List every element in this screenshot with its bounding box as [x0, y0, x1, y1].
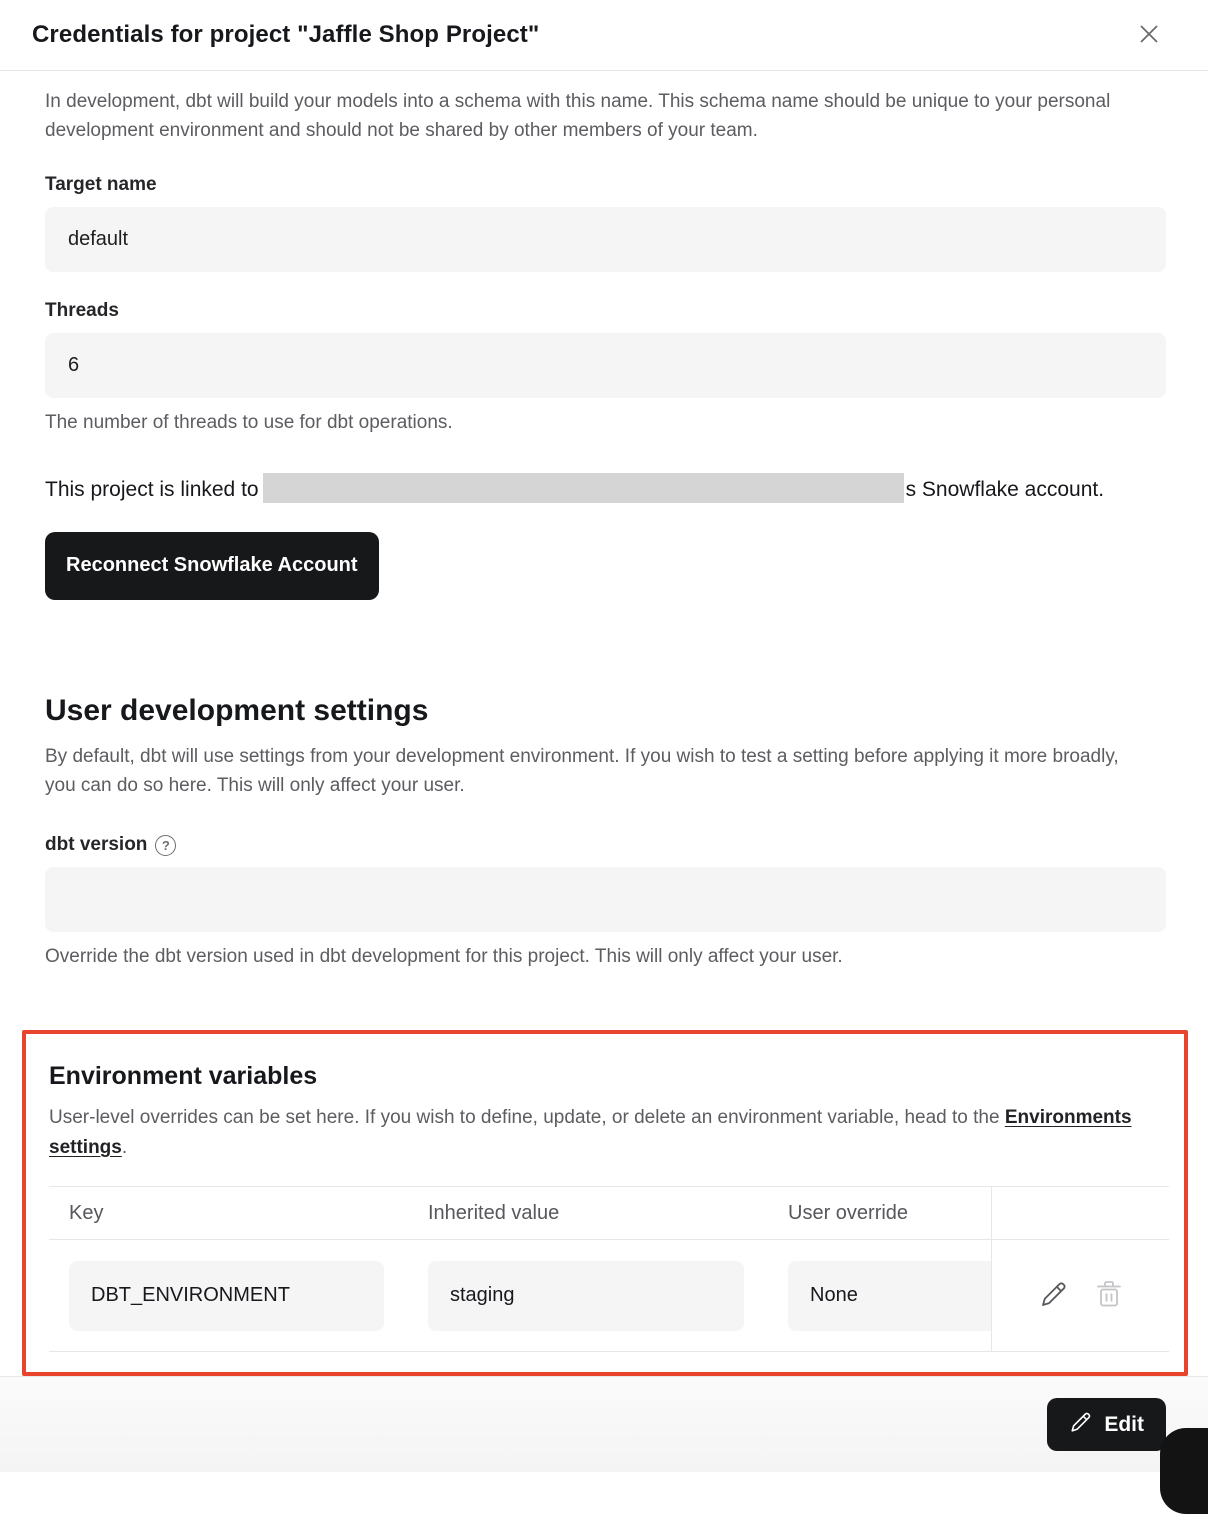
table-row: [49, 1240, 1169, 1352]
env-var-override-cell: [768, 1240, 991, 1351]
dbt-version-help-text: Override the dbt version used in dbt development for this project. This will only affect your user.: [45, 946, 843, 968]
edit-pencil-icon: [1069, 1410, 1093, 1440]
env-var-key-value: DBT_ENVIRONMENT: [69, 1261, 384, 1331]
env-var-override-value: None: [788, 1261, 991, 1331]
modal-header: [0, 0, 1208, 71]
environments-settings-link[interactable]: Environments settings: [49, 1107, 1132, 1158]
trash-icon: [1095, 1279, 1123, 1312]
env-var-key-cell: [49, 1240, 408, 1351]
dbt-version-input[interactable]: [45, 867, 1166, 932]
schema-intro-text: In development, dbt will build your models into a schema with this name. This schema name should be unique to your personal development environment and should not be shared by other members of your team.: [45, 91, 1111, 142]
environment-variables-highlight-box: [22, 1030, 1188, 1376]
column-header-key: Key: [69, 1201, 104, 1224]
dbt-version-label: dbt version: [45, 834, 148, 856]
environment-variables-table: [49, 1186, 1169, 1352]
user-dev-settings-description: By default, dbt will use settings from your development environment. If you wish to test a setting before applying it more broadly, you can do so here. This will only affect your user.: [45, 745, 1119, 796]
edit-env-var-button[interactable]: [1039, 1279, 1069, 1312]
threads-label: Threads: [45, 299, 119, 321]
environment-variables-description: [49, 1103, 1159, 1162]
pencil-icon: [1039, 1279, 1069, 1312]
table-header-row: [49, 1186, 1169, 1240]
user-dev-settings-heading: User development settings: [45, 693, 429, 727]
linked-account-text-before: This project is linked to: [45, 477, 259, 501]
column-header-user-override: User override: [788, 1201, 909, 1224]
env-description-before: User-level overrides can be set here. If you wish to define, update, or delete an environment variable, head to the: [49, 1107, 1005, 1129]
target-name-label: Target name: [45, 173, 157, 195]
threads-input[interactable]: [45, 333, 1166, 398]
help-icon[interactable]: ?: [155, 835, 176, 856]
linked-account-text-after: s Snowflake account.: [905, 477, 1105, 501]
dbt-version-label-row: [45, 834, 1166, 856]
column-header-inherited-value: Inherited value: [428, 1201, 560, 1224]
target-name-input[interactable]: [45, 207, 1166, 272]
corner-widget-fragment: [1160, 1428, 1208, 1514]
threads-help-text: The number of threads to use for dbt operations.: [45, 411, 453, 433]
edit-button[interactable]: [1047, 1398, 1166, 1451]
env-var-inherited-value: staging: [428, 1261, 744, 1331]
delete-env-var-button[interactable]: [1095, 1279, 1123, 1312]
close-icon: [1136, 21, 1162, 50]
env-var-inherited-cell: [408, 1240, 768, 1351]
modal-footer: [0, 1376, 1208, 1472]
modal-title: Credentials for project "Jaffle Shop Project": [32, 21, 540, 48]
modal-body: [0, 71, 1208, 968]
reconnect-snowflake-label: Reconnect Snowflake Account: [66, 554, 358, 577]
edit-button-label: Edit: [1104, 1412, 1144, 1436]
column-header-actions: [991, 1187, 1169, 1239]
linked-account-text: [45, 472, 1166, 508]
close-button[interactable]: [1132, 18, 1166, 52]
redacted-account-name: [263, 473, 904, 503]
env-var-actions-cell: [991, 1240, 1169, 1351]
reconnect-snowflake-button[interactable]: [45, 532, 379, 600]
env-description-after: .: [121, 1136, 128, 1158]
environment-variables-heading: Environment variables: [49, 1062, 318, 1091]
